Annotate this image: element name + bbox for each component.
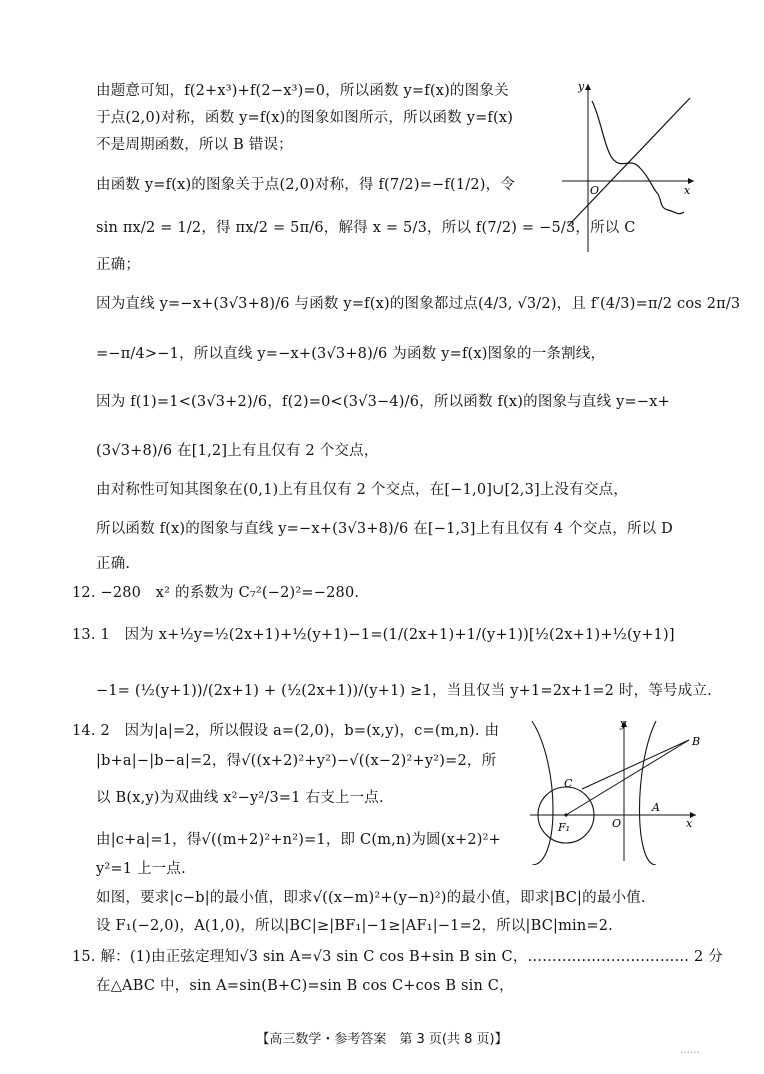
fig2-x-label: x [686, 817, 693, 830]
text-line: (3√3+8)/6 在[1,2]上有且仅有 2 个交点， [96, 443, 379, 459]
text-line: 因为直线 y=−x+(3√3+8)/6 与函数 y=f(x)的图象都过点(4/3, √3/2)，且 f′(4/3)=π/2 cos 2π/3 [96, 296, 741, 312]
hyperbola-circle-figure [524, 715, 704, 865]
text-line: 所以函数 f(x)的图象与直线 y=−x+(3√3+8)/6 在[−1,3]上有且仅有 4 个交点，所以 D [96, 521, 673, 537]
answer-13: 13. 1 因为 x+½y=½(2x+1)+½(y+1)−1=(1/(2x+1)+1/(y+1))[½(2x+1)+½(y+1)] [72, 627, 675, 643]
fig1-origin-label: O [590, 184, 600, 197]
fig2-point-c: C [564, 777, 573, 790]
text-line: −1= (½(y+1))/(2x+1) + (½(2x+1))/(y+1) ≥1，当且仅当 y+1=2x+1=2 时，等号成立. [96, 683, 712, 699]
text-line: 在△ABC 中，sin A=sin(B+C)=sin B cos C+cos B sin C， [96, 978, 514, 994]
fig1-y-label: y [578, 80, 585, 93]
text-line: 因为 f(1)=1<(3√3+2)/6，f(2)=0<(3√3−4)/6，所以函数 f(x)的图象与直线 y=−x+ [96, 394, 670, 410]
text-line: 由函数 y=f(x)的图象关于点(2,0)对称，得 f(7/2)=−f(1/2)，令 [96, 177, 516, 193]
text-line: y²=1 上一点. [96, 861, 186, 877]
fig2-origin-label: O [612, 817, 622, 830]
text-line: =−π/4>−1，所以直线 y=−x+(3√3+8)/6 为函数 y=f(x)图象的一条割线， [96, 346, 606, 362]
page-footer: 【高三数学・参考答案 第 3 页(共 8 页)】 [256, 1032, 508, 1047]
text-line: 由|c+a|=1，得√((m+2)²+n²)=1，即 C(m,n)为圆(x+2)²+ [96, 832, 501, 848]
answer-14: 14. 2 因为|a|=2，所以假设 a=(2,0)，b=(x,y)，c=(m,n). 由 [72, 723, 500, 739]
text-line: 由对称性可知其图象在(0,1)上有且仅有 2 个交点，在[−1,0]∪[2,3]上没有交点， [96, 482, 629, 498]
text-line: 正确； [96, 257, 141, 273]
fig1-x-label: x [684, 184, 691, 197]
fig2-y-label: y [620, 717, 627, 730]
text-line: 设 F₁(−2,0)，A(1,0)，所以|BC|≥|BF₁|−1≥|AF₁|−1=2，所以|BC|min=2. [96, 918, 613, 934]
text-line: |b+a|−|b−a|=2，得√((x+2)²+y²)−√((x−2)²+y²)=2，所 [96, 753, 497, 769]
text-line: 如图，要求|c−b|的最小值，即求√((x−m)²+(y−n)²)的最小值，即求|BC|的最小值. [96, 890, 646, 906]
text-line: sin πx/2 = 1/2，得 πx/2 = 5π/6，解得 x = 5/3，所以 f(7/2) = −5/3，所以 C [96, 220, 636, 236]
fig2-point-b: B [692, 735, 701, 748]
answer-12: 12. −280 x² 的系数为 C₇²(−2)²=−280. [72, 585, 360, 601]
text-line: 于点(2,0)对称，函数 y=f(x)的图象如图所示，所以函数 y=f(x) [96, 110, 514, 126]
text-line: 不是周期函数，所以 B 错误； [96, 137, 293, 153]
footer-dots: …… [680, 1045, 700, 1056]
text-line: 由题意可知，f(2+x³)+f(2−x³)=0，所以函数 y=f(x)的图象关 [96, 83, 509, 99]
text-line: 正确. [96, 556, 131, 572]
text-line: 以 B(x,y)为双曲线 x²−y²/3=1 右支上一点. [96, 790, 384, 806]
answer-15: 15. 解：(1)由正弦定理知√3 sin A=√3 sin C cos B+sin B sin C，…………………………… 2 分 [72, 949, 723, 965]
fig2-point-f1: F₁ [558, 821, 571, 834]
fig2-point-a: A [652, 801, 660, 814]
function-graph-figure [552, 76, 702, 256]
